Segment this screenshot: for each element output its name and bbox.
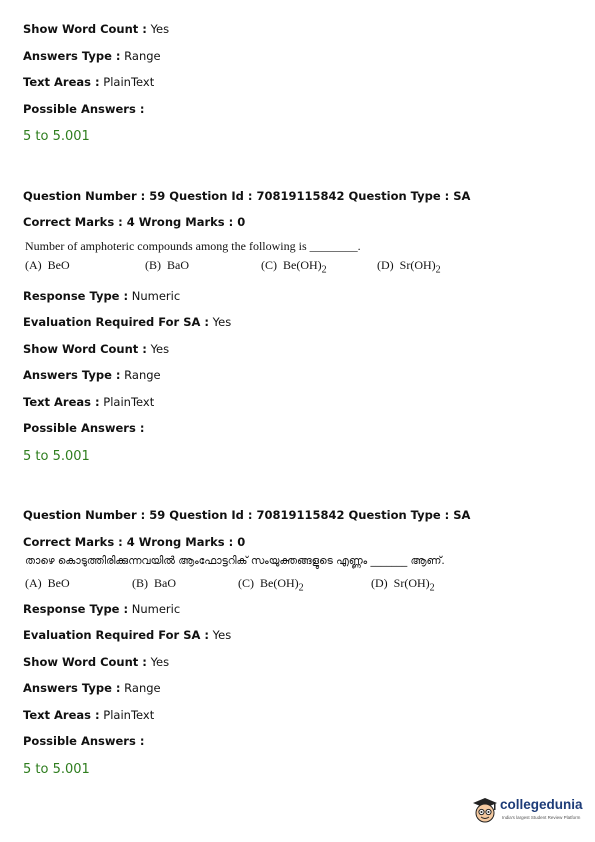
- answers-type-row: [23, 681, 161, 695]
- option-b: (B) BaO: [132, 576, 176, 590]
- field-value: Yes: [150, 22, 170, 36]
- response-type-row: [23, 289, 180, 303]
- marks-row: [23, 535, 245, 549]
- possible-answers-value: 5 to 5.001: [23, 449, 90, 464]
- field-label: Text Areas :: [23, 395, 100, 409]
- evaluation-required-row: [23, 315, 231, 329]
- option-c: (C) $Be(OH)_2$: [261, 258, 327, 276]
- logo-tagline: India's largest Student Review Platform: [502, 815, 581, 820]
- field-value: Yes: [212, 628, 232, 642]
- text-areas-row: [23, 75, 154, 89]
- question-header: Question Number : 59 Question Id : 70819115842 Question Type : SA: [23, 508, 471, 522]
- field-label: Show Word Count :: [23, 655, 147, 669]
- field-label: Answers Type :: [23, 681, 121, 695]
- field-label: Possible Answers :: [23, 734, 145, 748]
- option-d: (D) $Sr(OH)_2$: [377, 258, 441, 276]
- question-stem: താഴെ കൊടുത്തിരിക്കുന്നവയിൽ ആംഫോട്ടറിക് സംയുക്തങ്ങളുടെ എണ്ണം _______ ആണ്.: [25, 555, 445, 567]
- possible-answers-row: [23, 102, 144, 116]
- question-stem: Number of amphoteric compounds among the following is ________.: [25, 239, 361, 253]
- collegedunia-logo: [470, 795, 590, 829]
- field-label: Response Type :: [23, 289, 129, 303]
- answers-type-row: [23, 49, 161, 63]
- field-label: Show Word Count :: [23, 342, 147, 356]
- possible-answers-value: 5 to 5.001: [23, 129, 90, 144]
- logo-text: collegedunia: [500, 797, 583, 812]
- field-label: Text Areas :: [23, 75, 100, 89]
- field-value: Yes: [150, 342, 170, 356]
- text-areas-row: [23, 395, 154, 409]
- question-header: Question Number : 59 Question Id : 70819115842 Question Type : SA: [23, 189, 471, 203]
- marks-row: [23, 215, 245, 229]
- evaluation-required-row: [23, 628, 231, 642]
- answers-type-row: [23, 368, 161, 382]
- show-word-count-row: [23, 22, 169, 36]
- field-label: Evaluation Required For SA :: [23, 315, 210, 329]
- field-label: Response Type :: [23, 602, 129, 616]
- field-value: Yes: [212, 315, 232, 329]
- option-a: (A) BeO: [25, 258, 70, 272]
- show-word-count-row: [23, 655, 169, 669]
- text-areas-row: [23, 708, 154, 722]
- field-label: Evaluation Required For SA :: [23, 628, 210, 642]
- field-value: Range: [124, 368, 161, 382]
- possible-answers-value: 5 to 5.001: [23, 762, 90, 777]
- field-value: Range: [124, 681, 161, 695]
- field-label: Possible Answers :: [23, 421, 145, 435]
- option-b: (B) BaO: [145, 258, 189, 272]
- marks-label: Correct Marks : 4 Wrong Marks : 0: [23, 535, 246, 549]
- field-value: Yes: [150, 655, 170, 669]
- field-value: Range: [124, 49, 161, 63]
- field-label: Possible Answers :: [23, 102, 145, 116]
- marks-label: Correct Marks : 4 Wrong Marks : 0: [23, 215, 246, 229]
- field-label: Show Word Count :: [23, 22, 147, 36]
- field-value: Numeric: [131, 602, 181, 616]
- possible-answers-row: [23, 421, 144, 435]
- option-c: (C) $Be(OH)_2$: [238, 576, 304, 594]
- show-word-count-row: [23, 342, 169, 356]
- field-value: PlainText: [103, 75, 155, 89]
- possible-answers-row: [23, 734, 144, 748]
- option-d: (D) $Sr(OH)_2$: [371, 576, 435, 594]
- response-type-row: [23, 602, 180, 616]
- field-value: Numeric: [131, 289, 181, 303]
- option-a: (A) BeO: [25, 576, 70, 590]
- mascot-icon: [470, 795, 500, 827]
- options-row: [25, 258, 465, 274]
- field-label: Answers Type :: [23, 368, 121, 382]
- field-label: Answers Type :: [23, 49, 121, 63]
- field-value: PlainText: [103, 395, 155, 409]
- field-value: PlainText: [103, 708, 155, 722]
- field-label: Text Areas :: [23, 708, 100, 722]
- options-row: [25, 576, 455, 592]
